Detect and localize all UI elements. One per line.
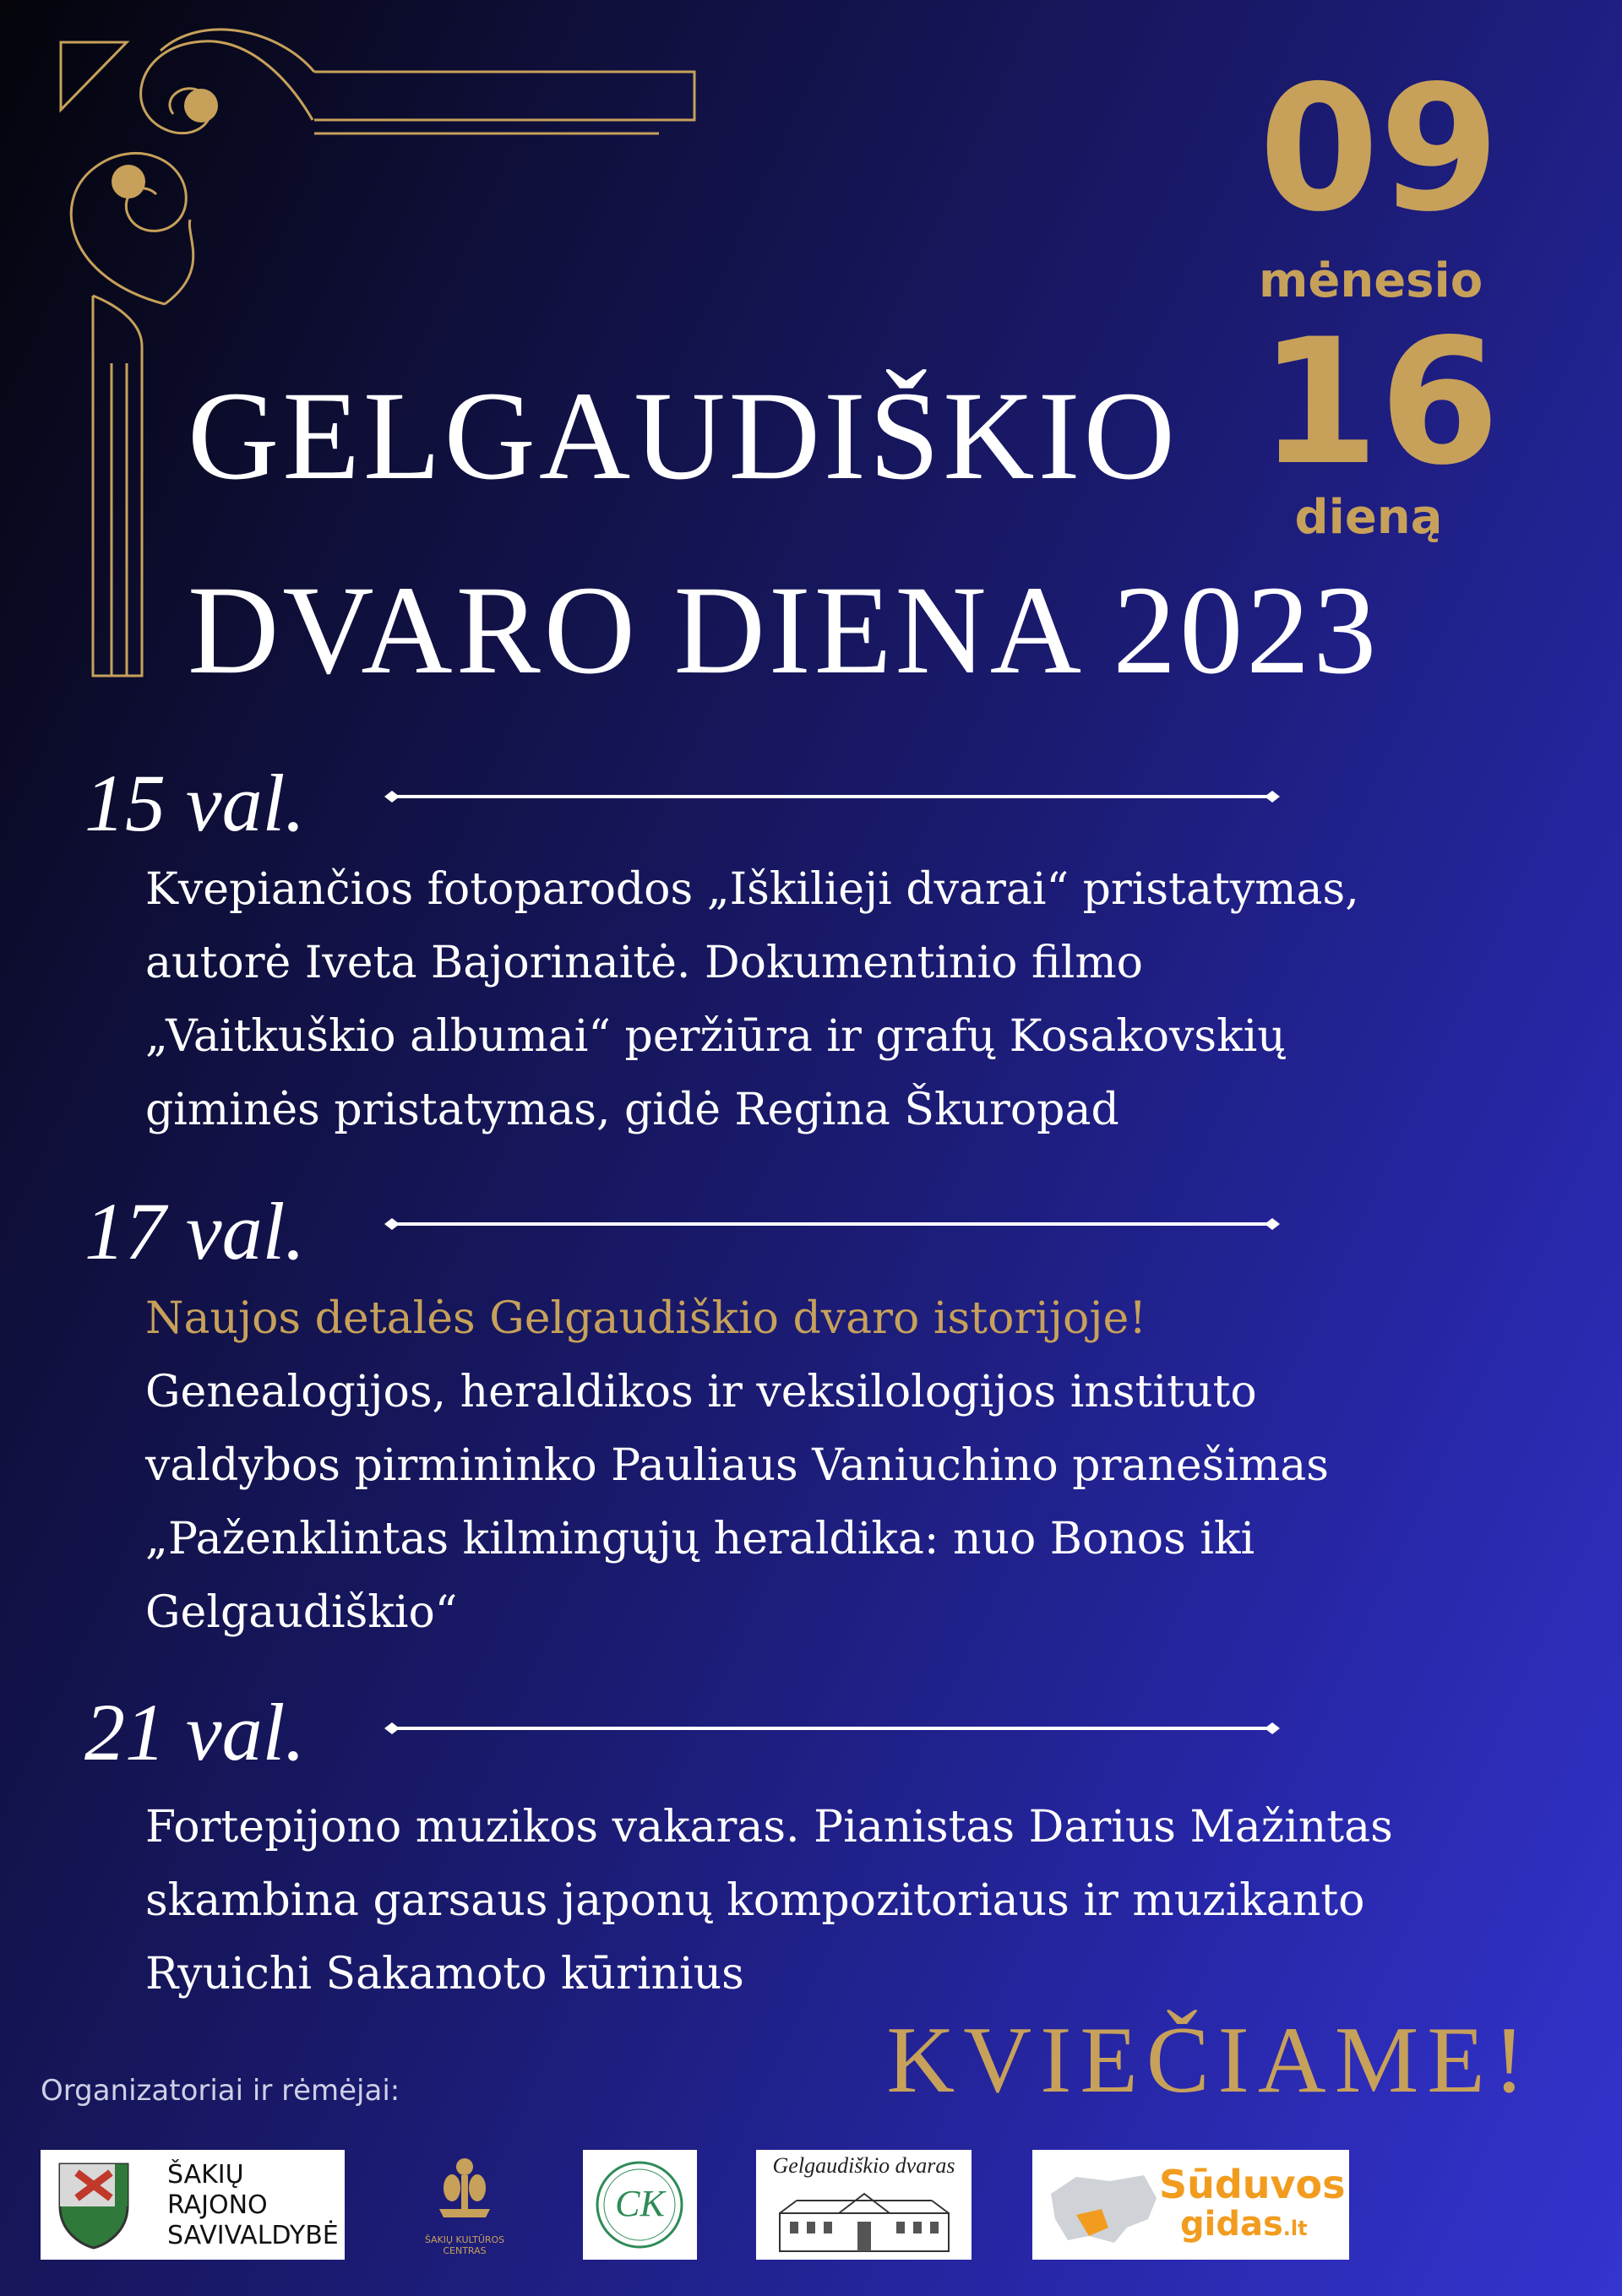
divider-rule-21 [384,1719,1280,1738]
ck-monogram: CK [615,2183,665,2224]
event-21-description [145,1791,1393,2011]
culture-center-emblem-icon [427,2150,503,2226]
event-21-line: skambina garsaus japonų kompozitoriaus ir muzikanto [145,1875,1365,1926]
event-17-line: valdybos pirmininko Pauliaus Vaniuchino pranešimas [145,1440,1329,1491]
event-15-line: autorė Iveta Bajorinaitė. Dokumentinio filmo [145,938,1143,988]
sakiai-line: RAJONO [167,2190,268,2220]
month-label: mėnesio [1259,253,1483,308]
suduvos-gidas: gidas [1180,2205,1283,2244]
divider-rule-17 [384,1215,1280,1233]
event-21-line: Fortepijono muzikos vakaras. Pianistas Darius Mažintas [145,1802,1393,1853]
event-15-line: „Vaitkuškio albumai“ peržiūra ir grafų Kosakovskių [145,1011,1286,1062]
event-15-line: Kvepiančios fotoparodos „Iškilieji dvarai“ pristatymas, [145,864,1359,915]
sponsors-label: Organizatoriai ir rėmėjai: [41,2074,400,2108]
suduvos-name: Sūduvos [1159,2162,1346,2207]
event-17-line: Genealogijos, heraldikos ir veksilologijos instituto [145,1367,1257,1417]
event-15-line: giminės pristatymas, gidė Regina Škuropad [145,1085,1119,1135]
event-15-description [145,853,1359,1147]
event-21-line: Ryuichi Sakamoto kūrinius [145,1949,744,1999]
event-17-description [145,1282,1329,1650]
event-17-highlight: Naujos detalės Gelgaudiškio dvaro istorijoje! [145,1293,1147,1344]
suduvos-gidas-logo [1032,2150,1349,2260]
divider-rule-15 [384,787,1280,806]
manor-name: Gelgaudiškio dvaras [772,2153,955,2178]
event-17-line: „Paženklintas kilmingųjų heraldika: nuo Bonos iki [145,1514,1255,1564]
title-line-1: GELGAUDIŠKIO [188,366,1178,506]
time-17: 17 val. [84,1186,306,1276]
day-label: dieną [1294,490,1443,545]
sakiai-municipality-logo [41,2150,345,2260]
suduvos-tld: .lt [1282,2217,1308,2240]
time-21: 21 val. [84,1687,306,1777]
ornament-dot-top [184,89,218,122]
culture-center-name: ŠAKIŲ KULTŪROS CENTRAS [424,2234,505,2256]
invite-heading: KVIEČIAME! [886,2008,1533,2113]
title-line-2: DVARO DIENA 2023 [188,560,1380,700]
time-15: 15 val. [84,758,306,848]
lithuania-map-icon [1042,2168,1161,2249]
ck-logo [583,2150,697,2260]
sakiai-line: SAVIVALDYBĖ [167,2221,339,2250]
month-number: 09 [1259,49,1500,250]
event-17-line: Gelgaudiškio“ [145,1587,458,1638]
sakiai-line: ŠAKIŲ [167,2160,244,2190]
manor-building-icon [771,2184,957,2255]
day-number: 16 [1259,302,1500,503]
manor-logo [756,2150,972,2260]
coat-of-arms-icon [56,2160,132,2250]
ornament-dot-left [112,165,145,199]
